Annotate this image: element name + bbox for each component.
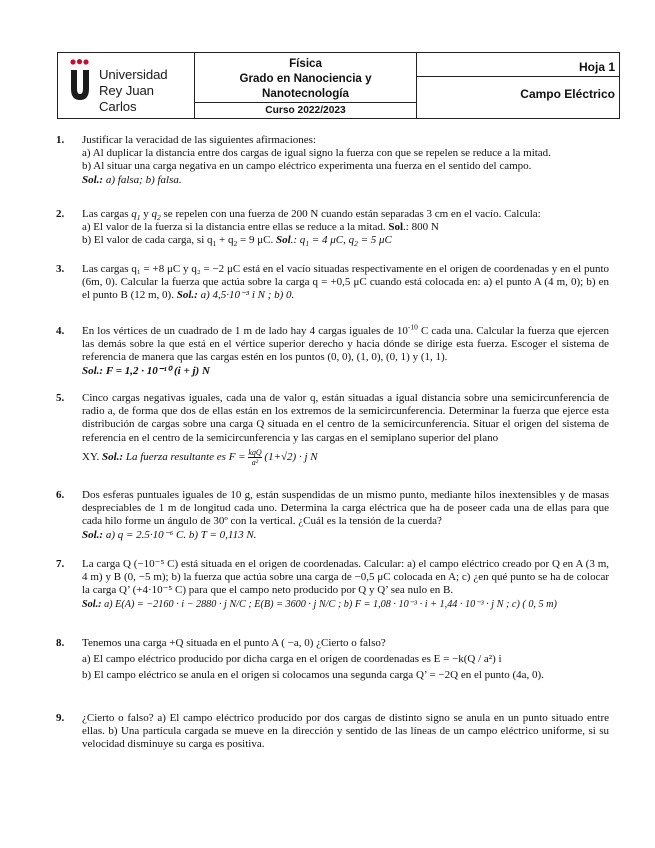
problem-2 — [56, 208, 616, 248]
solution — [82, 174, 609, 187]
problem-number: 6. — [56, 489, 65, 501]
solution — [82, 598, 609, 611]
problem-number: 5. — [56, 392, 65, 404]
university-logo-cell — [58, 53, 195, 118]
problem-5 — [56, 392, 616, 467]
solution-label: Sol — [275, 234, 291, 247]
problem-line: b) Al situar una carga negativa en un campo eléctrico experimenta una fuerza en el sentido del campo. — [82, 160, 532, 173]
solution — [82, 365, 609, 378]
sheet-info-cell — [417, 53, 619, 118]
problem-line — [82, 448, 609, 467]
text-run: = 4 μC, q — [309, 234, 355, 247]
solution-label: Sol.: — [82, 173, 104, 186]
solution-label: Sol.: — [82, 598, 102, 610]
problem-number: 3. — [56, 263, 65, 275]
solution-label: Sol.: — [82, 364, 104, 377]
solution-text: a) q = 2.5·10⁻⁶ C. b) T = 0,113 N. — [103, 528, 257, 541]
course-info-cell — [195, 53, 417, 118]
problem-line — [82, 221, 609, 234]
problem-4 — [56, 322, 616, 378]
problem-number: 2. — [56, 208, 65, 220]
text-run: q — [151, 208, 158, 220]
fraction — [248, 448, 261, 467]
problem-text: Cinco cargas negativas iguales, cada una de valor q, están situadas a igual distancia sobre una semicircunferencia de radio a, de forma que dos de ellas están en los extremos de la semicircunferencia. Determinar la fuerza que ejerce esta distribución de cargas sobre una carga Q situada en el centro de la semicircunferencia. Situar el origen del sistema de referencia en el centro de la semicircunferencia y las cargas en el semiplano superior del plano — [82, 392, 609, 444]
problem-text: ¿Cierto o falso? a) El campo eléctrico producido por dos cargas de distinto signo se anula en un punto situado entre ellas. b) Una partícula cargada se mueve en la dirección y sentido de las líneas de un campo eléctrico uniforme, si su velocidad disminuye su carga es positiva. — [82, 712, 609, 751]
problem-text: Dos esferas puntuales iguales de 10 g, están suspendidas de un mismo punto, mediante hilos inextensibles y de masas despreciables de 1 m de longitud cada uno. Determina la carga eléctrica que ha de poseer cada una de ellas para que cada hilo forme un ángulo de 30º con la vertical. ¿Cuál es la tensión de la cuerda? — [82, 489, 609, 528]
problem-line — [82, 234, 609, 247]
text-run: 2 — [233, 239, 238, 249]
text-run: 2 — [354, 239, 358, 249]
solution-text: (1+√2) · j N — [264, 450, 318, 463]
course-year: Curso 2022/2023 — [265, 105, 346, 116]
problem-6 — [56, 489, 616, 542]
university-line2: Rey Juan Carlos — [99, 83, 154, 114]
university-logo-icon — [70, 68, 90, 101]
degree-line1: Grado en Nanociencia y — [239, 71, 372, 85]
text-run: 2 — [157, 213, 161, 223]
problem-body — [82, 558, 609, 611]
problem-9 — [56, 712, 616, 752]
text-run: 1 — [136, 213, 141, 223]
exponent: -10 — [407, 322, 418, 332]
solution-label: Sol — [388, 221, 404, 234]
problem-body — [82, 712, 609, 752]
problem-body — [82, 392, 609, 467]
fraction-numerator: kqQ — [248, 447, 262, 457]
problem-number: 4. — [56, 325, 65, 337]
text-run: = 5 μC — [357, 234, 392, 247]
text-run: .: 800 N — [403, 221, 439, 234]
problem-text: XY. — [82, 450, 102, 463]
solution-text: F = 1,2 · 10⁻¹⁰ (i + j) N — [103, 364, 210, 377]
text-run: b) El valor de cada carga, si q — [82, 234, 213, 247]
text-run: a) El valor de la fuerza si la distancia entre ellas se reduce a la mitad. — [82, 221, 389, 234]
header-table — [57, 52, 620, 119]
text-run: Las cargas — [82, 208, 132, 220]
problem-body — [82, 263, 609, 303]
text-run: 1 — [212, 239, 217, 249]
university-name — [99, 67, 194, 115]
solution-label: Sol.: — [176, 289, 198, 302]
problem-8 — [56, 637, 616, 683]
course-title-block — [195, 53, 416, 103]
solution — [82, 529, 609, 542]
problem-7 — [56, 558, 616, 611]
solution-label: Sol.: — [82, 528, 104, 541]
problem-text: La carga Q (−10⁻⁵ C) está situada en el origen de coordenadas. Calcular: a) el campo eléctrico creado por Q en A (3 m, 4 m) y B (0, −5 m); b) la fuerza que actúa sobre una carga de −0,5 μC colocada en A; c) ¿en qué punto se ha de colocar la carga Q’ (+4·10⁻⁵ C) para que el campo neto producido por Q y Q’ sea nulo en B. — [82, 558, 609, 597]
solution-text: La fuerza resultante es F = — [123, 450, 249, 463]
problem-body — [82, 489, 609, 542]
text-run: q — [131, 208, 137, 220]
problem-number: 7. — [56, 558, 65, 570]
problem-number: 9. — [56, 712, 65, 724]
fraction-denominator: a² — [251, 457, 259, 467]
problem-1 — [56, 134, 616, 187]
text-run: + q — [216, 234, 234, 247]
problem-body — [82, 322, 609, 378]
problem-3 — [56, 263, 616, 303]
problem-body — [82, 208, 609, 248]
subject-title: Física — [289, 56, 322, 70]
problem-line: Tenemos una carga +Q situada en el punto A ( −a, 0) ¿Cierto o falso? — [82, 637, 386, 649]
problem-text: En los vértices de un cuadrado de 1 m de lado hay 4 cargas iguales de 10 — [82, 325, 408, 337]
problem-line: a) El campo eléctrico producido por dicha carga en el origen de coordenadas es E = −k(Q / a²) i — [82, 653, 502, 666]
sheet-number: Hoja 1 — [417, 53, 619, 77]
text-run: .: q — [290, 234, 306, 247]
problem-body — [82, 134, 609, 187]
text-run: y — [140, 208, 152, 220]
sheet-topic: Campo Eléctrico — [520, 87, 615, 101]
text-run: 1 — [305, 239, 310, 249]
solution-text: a) 4,5·10⁻³ i N ; b) 0. — [197, 289, 295, 302]
text-run: se repelen con una fuerza de 200 N cuando están separadas 3 cm en el vacío. Calcula: — [160, 208, 541, 220]
problem-text: C cada una. Calcular la fuerza que ejercen las demás sobre la que está en el vértice superior derecho y hacia dónde se dirige esta fuerza. Escoger el sistema de referencia de manera que las cargas estén en los puntos (0, 0), (1, 0), (0, 1) y (1, 1). — [82, 325, 609, 364]
university-line1: Universidad — [99, 67, 168, 82]
problem-line: a) Al duplicar la distancia entre dos cargas de igual signo la fuerza con que se repelen se reduce a la mitad. — [82, 147, 551, 160]
text-run: = 9 μC. — [237, 234, 276, 247]
problem-line — [82, 208, 609, 221]
problem-number: 8. — [56, 637, 65, 649]
problem-body — [82, 637, 609, 683]
solution-text: a) falsa; b) falsa. — [103, 173, 182, 186]
problem-line: b) El campo eléctrico se anula en el origen si colocamos una segunda carga Q’ = −2Q en el punto (4a, 0). — [82, 669, 544, 682]
solution-label: Sol.: — [101, 450, 124, 463]
problem-line: Justificar la veracidad de las siguientes afirmaciones: — [82, 134, 316, 146]
degree-line2: Nanotecnología — [262, 86, 349, 100]
problem-number: 1. — [56, 134, 65, 146]
problem-text: Las cargas q₁ = +8 μC y q₂ = −2 μC está en el vacío situadas respectivamente en el origen de coordenadas y en el punto (6m, 0). Calcular la fuerza que actúa sobre la carga q = +0,5 μC cuando está colocada en: a) el punto A (4 m, 0); b) en el punto B (12 m, 0). — [82, 263, 609, 302]
solution-text: a) E(A) = −2160 · i − 2880 · j N/C ; E(B) = 3600 · j N/C ; b) F = 1,08 · 10⁻³ · i + 1,44 · 10⁻³ · j N ; c) ( 0, 5 m) — [101, 598, 557, 610]
